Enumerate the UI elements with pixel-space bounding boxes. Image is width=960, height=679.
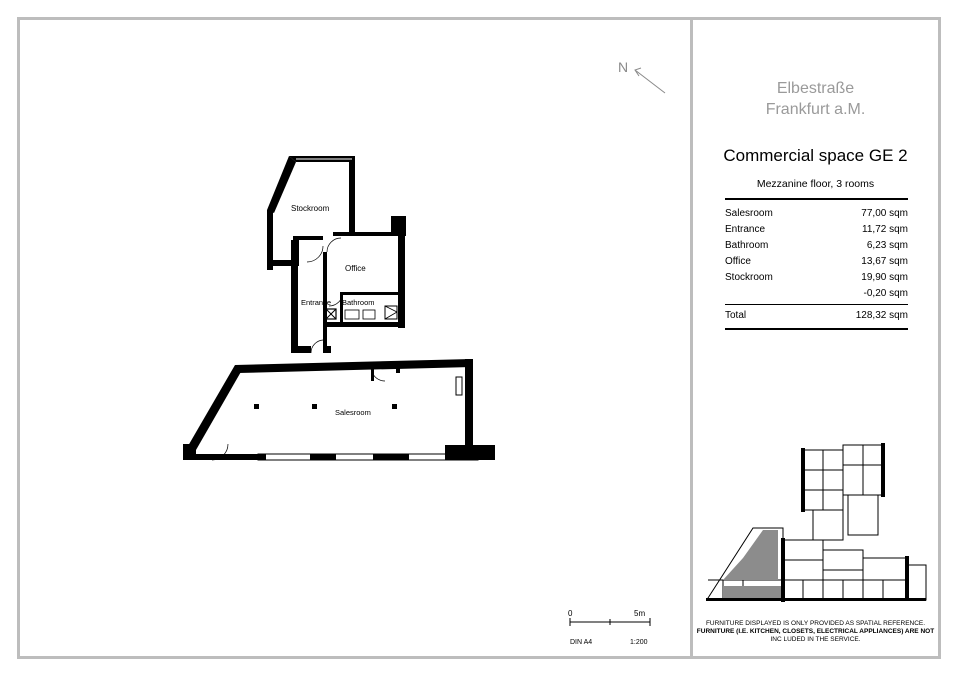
- north-arrow-icon: [618, 59, 665, 93]
- total-area: 128,32 sqm: [855, 310, 908, 321]
- room-area: 19,90 sqm: [861, 272, 908, 283]
- north-label: N: [618, 59, 629, 75]
- room-row: [725, 286, 908, 302]
- room-area: 13,67 sqm: [861, 256, 908, 267]
- total-label: Total: [725, 310, 747, 321]
- room-area: -0,20 sqm: [863, 288, 908, 299]
- room-row: [725, 206, 908, 222]
- scale-start: 0: [568, 609, 573, 618]
- room-area: 6,23 sqm: [866, 240, 908, 251]
- room-area: 11,72 sqm: [862, 224, 908, 235]
- paper-size: DIN A4: [570, 639, 593, 646]
- note-line-2: FURNITURE (I.E. KITCHEN, CLOSETS, ELECTRICAL APPLIANCES) ARE NOT: [696, 628, 935, 635]
- room-name: Salesroom: [725, 208, 773, 219]
- plan-label-bathroom: Bathroom: [342, 298, 375, 307]
- total-row: [725, 310, 908, 321]
- room-name: Stockroom: [725, 272, 773, 283]
- room-row: [725, 238, 908, 254]
- room-row: [725, 254, 908, 270]
- note-line-3: INC LUDED IN THE SERVICE.: [770, 636, 861, 643]
- page-title: Commercial space GE 2: [723, 146, 908, 165]
- scale-ratio: 1:200: [630, 639, 648, 646]
- room-name: Entrance: [725, 224, 766, 235]
- rule-total: [725, 304, 908, 305]
- rule-bottom: [725, 328, 908, 330]
- note-line-1: FURNITURE DISPLAYED IS ONLY PROVIDED AS SPATIAL REFERENCE.: [705, 620, 926, 627]
- room-row: [725, 222, 908, 238]
- room-area: 77,00 sqm: [861, 208, 908, 219]
- info-panel: [693, 20, 938, 656]
- room-name: Office: [725, 256, 751, 267]
- plan-label-office: Office: [345, 264, 366, 273]
- key-plan-image: [703, 440, 933, 615]
- unit-highlight: [723, 530, 778, 580]
- room-row: [725, 270, 908, 286]
- address-city: Frankfurt a.M.: [765, 101, 866, 118]
- unit-subtitle: Mezzanine floor, 3 rooms: [756, 178, 875, 190]
- stockroom-walls: [267, 156, 355, 270]
- plan-label-salesroom: Salesroom: [335, 408, 371, 417]
- room-name: Bathroom: [725, 240, 769, 251]
- floor-plan: [20, 20, 690, 656]
- scale-end: 5m: [634, 609, 646, 618]
- room-list: [725, 206, 908, 302]
- rule-top: [725, 198, 908, 200]
- address-street: Elbestraße: [776, 80, 855, 97]
- furniture-disclaimer: [693, 620, 938, 644]
- scale-bar: [568, 609, 650, 646]
- plan-label-entrance: Entrance: [301, 298, 332, 307]
- address: [693, 78, 938, 120]
- plan-label-stockroom: Stockroom: [291, 204, 330, 213]
